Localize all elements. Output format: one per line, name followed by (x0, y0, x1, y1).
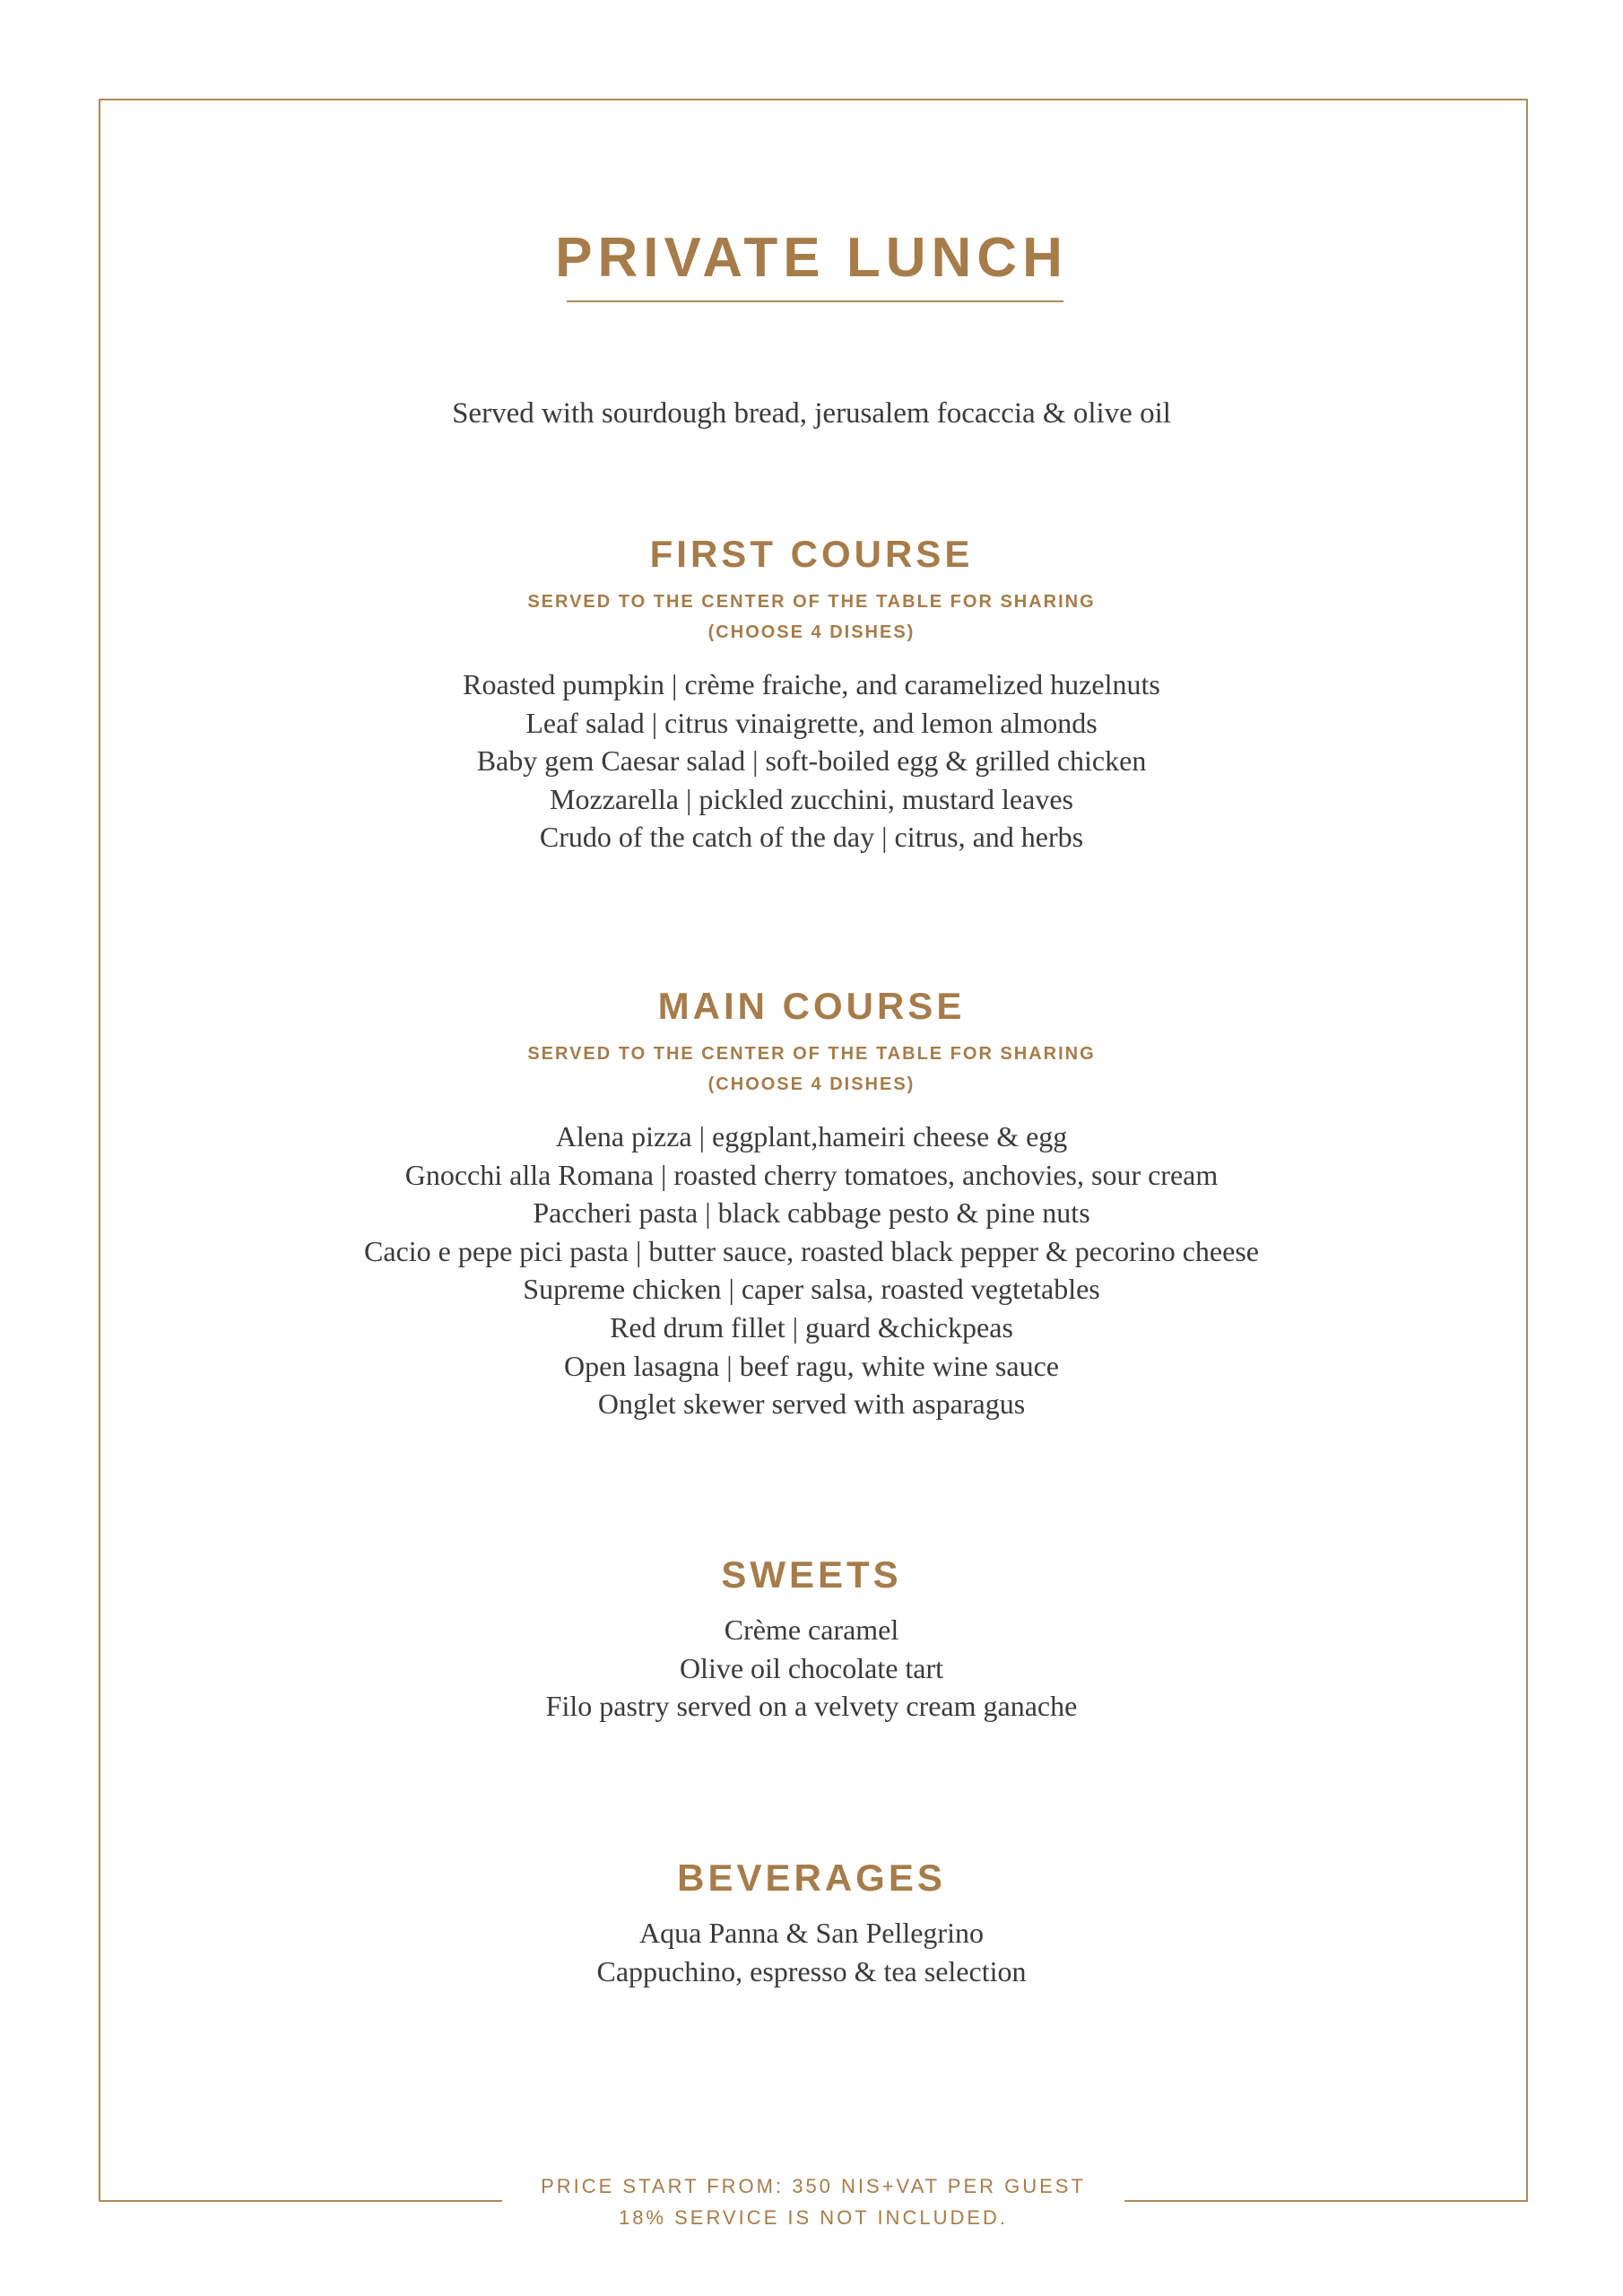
beverages-section (0, 1853, 1623, 1990)
menu-item: Olive oil chocolate tart (679, 1651, 944, 1684)
sweets-section (0, 1550, 1623, 1726)
frame-bottom-left-border (99, 2200, 502, 2202)
title-underline (567, 300, 1063, 302)
intro-text: Served with sourdough bread, jerusalem focaccia & olive oil (452, 397, 1171, 430)
frame-top-border (99, 99, 1528, 100)
main-course-sub-line2: (CHOOSE 4 DISHES) (707, 1074, 916, 1094)
main-course-subtitle (0, 1039, 1623, 1100)
service-note: 18% SERVICE IS NOT INCLUDED. (618, 2206, 1009, 2229)
menu-item: Leaf salad | citrus vinaigrette, and lemon almonds (525, 706, 1098, 739)
first-course-subtitle (0, 587, 1623, 648)
price-line: PRICE START FROM: 350 NIS+VAT PER GUEST (541, 2175, 1086, 2197)
first-course-heading: FIRST COURSE (649, 533, 974, 575)
beverages-heading: BEVERAGES (677, 1857, 946, 1899)
beverages-items (0, 1914, 1623, 1990)
menu-item: Mozzarella | pickled zucchini, mustard leaves (550, 782, 1073, 815)
first-course-section (0, 529, 1623, 857)
menu-item: Cacio e pepe pici pasta | butter sauce, roasted black pepper & pecorino cheese (364, 1234, 1259, 1267)
menu-item: Roasted pumpkin | crème fraiche, and caramelized huzelnuts (463, 668, 1160, 700)
price-footer (502, 2170, 1124, 2233)
sweets-items (0, 1611, 1623, 1726)
main-course-sub-line1: SERVED TO THE CENTER OF THE TABLE FOR SHARING (527, 1044, 1096, 1064)
frame-bottom-right-border (1124, 2200, 1528, 2202)
menu-item: Crème caramel (724, 1613, 899, 1646)
menu-item: Baby gem Caesar salad | soft-boiled egg & grilled chicken (476, 744, 1147, 778)
menu-item: Cappuchino, espresso & tea selection (596, 1954, 1027, 1987)
menu-item: Alena pizza | eggplant,hameiri cheese & egg (555, 1120, 1068, 1152)
menu-item: Crudo of the catch of the day | citrus, and herbs (539, 821, 1084, 854)
menu-item: Red drum fillet | guard &chickpeas (610, 1310, 1013, 1344)
first-course-items (0, 665, 1623, 857)
main-course-items (0, 1118, 1623, 1423)
main-course-section (0, 981, 1623, 1423)
page-title: PRIVATE LUNCH (555, 227, 1068, 289)
menu-item: Filo pastry served on a velvety cream ganache (545, 1690, 1078, 1723)
first-course-sub-line1: SERVED TO THE CENTER OF THE TABLE FOR SHARING (527, 592, 1096, 612)
menu-item: Supreme chicken | caper salsa, roasted vegtetables (523, 1273, 1100, 1306)
menu-item: Aqua Panna & San Pellegrino (639, 1917, 984, 1949)
menu-item: Onglet skewer served with asparagus (597, 1387, 1026, 1421)
menu-item: Gnocchi alla Romana | roasted cherry tomatoes, anchovies, sour cream (404, 1158, 1219, 1191)
menu-item: Open lasagna | beef ragu, white wine sauce (564, 1349, 1059, 1382)
sweets-heading: SWEETS (721, 1553, 902, 1596)
first-course-sub-line2: (CHOOSE 4 DISHES) (707, 622, 916, 642)
menu-item: Paccheri pasta | black cabbage pesto & pine nuts (533, 1196, 1090, 1230)
main-course-heading: MAIN COURSE (657, 985, 966, 1027)
